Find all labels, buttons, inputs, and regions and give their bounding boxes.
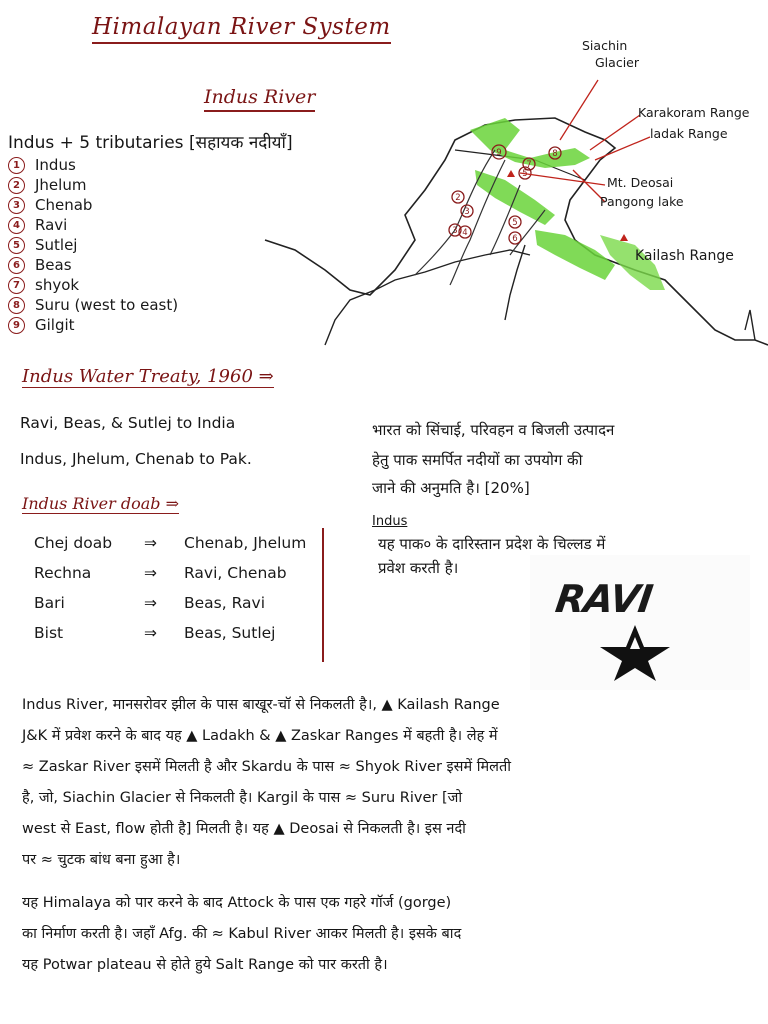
siachin-arrow [560, 80, 598, 140]
river-list-item [8, 195, 178, 215]
description-paragraph [22, 690, 762, 981]
doab-arrow: ⇒ [144, 624, 157, 642]
ravi-logo [530, 555, 750, 690]
doab-name: Rechna [34, 564, 92, 582]
river-list-item [8, 315, 178, 335]
river-list-item [8, 235, 178, 255]
paragraph-line: यह Himalaya को पार करने के बाद Attock के पास एक गहरे गॉर्ज (gorge) [22, 895, 452, 911]
section-title: Indus River [204, 86, 315, 112]
doab-name: Bari [34, 594, 65, 612]
note-label: Indus [372, 514, 408, 529]
river-name: Chenab [35, 196, 93, 214]
doab-rivers: Ravi, Chenab [184, 564, 287, 582]
pangong-label: Pangong lake [600, 194, 684, 209]
doab-arrow: ⇒ [144, 564, 157, 582]
river-name: shyok [35, 276, 80, 294]
river-number-badge: 2 [8, 177, 25, 194]
doab-name: Bist [34, 624, 64, 642]
river-line-1 [415, 150, 495, 275]
river-list-item [8, 255, 178, 275]
paragraph-line: J&K में प्रवेश करने के बाद यह ▲ Ladakh & ▲ Zaskar Ranges में बहती है। लेह में [22, 728, 498, 744]
treaty-line-1: Ravi, Beas, & Sutlej to India [20, 414, 236, 432]
paragraph-line: ≈ Zaskar River इसमें मिलती है और Skardu के पास ≈ Shyok River इसमें मिलती [22, 759, 512, 775]
river-name: Gilgit [35, 316, 75, 334]
star-logo-icon [590, 623, 680, 683]
river-name: Ravi [35, 216, 68, 234]
svg-text:2: 2 [455, 193, 461, 203]
doab-rivers: Beas, Sutlej [184, 624, 276, 642]
paragraph-line: का निर्माण करती है। जहाँ Afg. की ≈ Kabul River आकर मिलती है। इसके बाद [22, 926, 462, 942]
kailash-label: Kailash Range [635, 248, 734, 264]
svg-text:7: 7 [526, 160, 532, 170]
deosai-arrow [520, 173, 605, 185]
svg-text:5: 5 [512, 218, 518, 228]
river-number-badge: 6 [8, 257, 25, 274]
treaty-hindi-1: भारत को सिंचाई, परिवहन व बिजली उत्पादन [372, 421, 615, 439]
deosai-label: Mt. Deosai [607, 175, 674, 190]
treaty-hindi-3: जाने की अनुमति है। [20%] [372, 479, 530, 497]
kailash-triangle-icon [620, 234, 628, 241]
treaty-line-2: Indus, Jhelum, Chenab to Pak. [20, 450, 252, 468]
karakoram-label: Karakoram Range [638, 105, 750, 120]
river-list-item [8, 295, 178, 315]
siachin-label: Siachin [582, 38, 628, 53]
note-line-1: यह पाक० के दारिस्तान प्रदेश के चिल्लड में [378, 535, 606, 553]
doab-heading: Indus River doab ⇒ [22, 494, 180, 513]
river-number-badge: 8 [8, 297, 25, 314]
river-name: Indus [35, 156, 76, 174]
doab-row [22, 528, 322, 558]
paragraph-line: west से East, flow होती है] मिलती है। यह ▲ Deosai से निकलती है। इस नदी [22, 821, 466, 837]
river-name: Sutlej [35, 236, 78, 254]
doab-name: Chej doab [34, 534, 113, 552]
paragraph-line: है, जो, Siachin Glacier से निकलती है। Kargil के पास ≈ Suru River [जो [22, 790, 463, 806]
river-name: Jhelum [35, 176, 87, 194]
river-name: Beas [35, 256, 72, 274]
paragraph-line: पर ≈ चुटक बांध बना हुआ है। [22, 852, 181, 868]
doab-rivers: Beas, Ravi [184, 594, 266, 612]
river-list [8, 155, 178, 335]
river-list-item [8, 215, 178, 235]
map-outline-2 [325, 250, 530, 345]
svg-text:3: 3 [452, 226, 458, 236]
paragraph-line [22, 876, 762, 888]
map-outline-3 [505, 245, 525, 320]
doab-arrow: ⇒ [144, 534, 157, 552]
logo-text: RAVI [552, 577, 655, 621]
doab-row [22, 588, 322, 618]
river-number-badge: 3 [8, 197, 25, 214]
doab-arrow: ⇒ [144, 594, 157, 612]
map-outline [265, 118, 768, 345]
deosai-triangle-icon [507, 170, 515, 177]
river-name: Suru (west to east) [35, 296, 179, 314]
doab-row [22, 558, 322, 588]
svg-text:6: 6 [512, 234, 518, 244]
ladakh-label: ladak Range [650, 126, 728, 141]
svg-text:4: 4 [462, 228, 468, 238]
river-number-badge: 1 [8, 157, 25, 174]
river-number-badge: 7 [8, 277, 25, 294]
doab-rivers: Chenab, Jhelum [184, 534, 307, 552]
treaty-hindi-2: हेतु पाक समर्पित नदीयों का उपयोग की [372, 451, 583, 469]
river-list-item [8, 175, 178, 195]
river-number-badge: 4 [8, 217, 25, 234]
doab-table [22, 528, 322, 648]
glacier-label: Glacier [595, 55, 639, 70]
svg-text:3: 3 [464, 207, 470, 217]
river-list-item [8, 275, 178, 295]
tributaries-heading: Indus + 5 tributaries [सहायक नदीयाँ] [8, 133, 293, 153]
indus-map [255, 40, 768, 370]
river-number-badge: 9 [8, 317, 25, 334]
treaty-heading: Indus Water Treaty, 1960 ⇒ [22, 366, 274, 387]
paragraph-line: यह Potwar plateau से होते हुये Salt Range को पार करती है। [22, 957, 388, 973]
svg-text:8: 8 [552, 149, 558, 159]
page-title: Himalayan River System [92, 14, 391, 44]
doab-row [22, 618, 322, 648]
doab-divider [322, 528, 324, 662]
river-number-badge: 5 [8, 237, 25, 254]
paragraph-line: Indus River, मानसरोवर झील के पास बाखूर-चॉ से निकलती है।, ▲ Kailash Range [22, 697, 500, 713]
svg-text:9: 9 [496, 148, 502, 158]
map-outline-5 [745, 310, 755, 340]
river-list-item [8, 155, 178, 175]
note-line-2: प्रवेश करती है। [378, 559, 459, 577]
